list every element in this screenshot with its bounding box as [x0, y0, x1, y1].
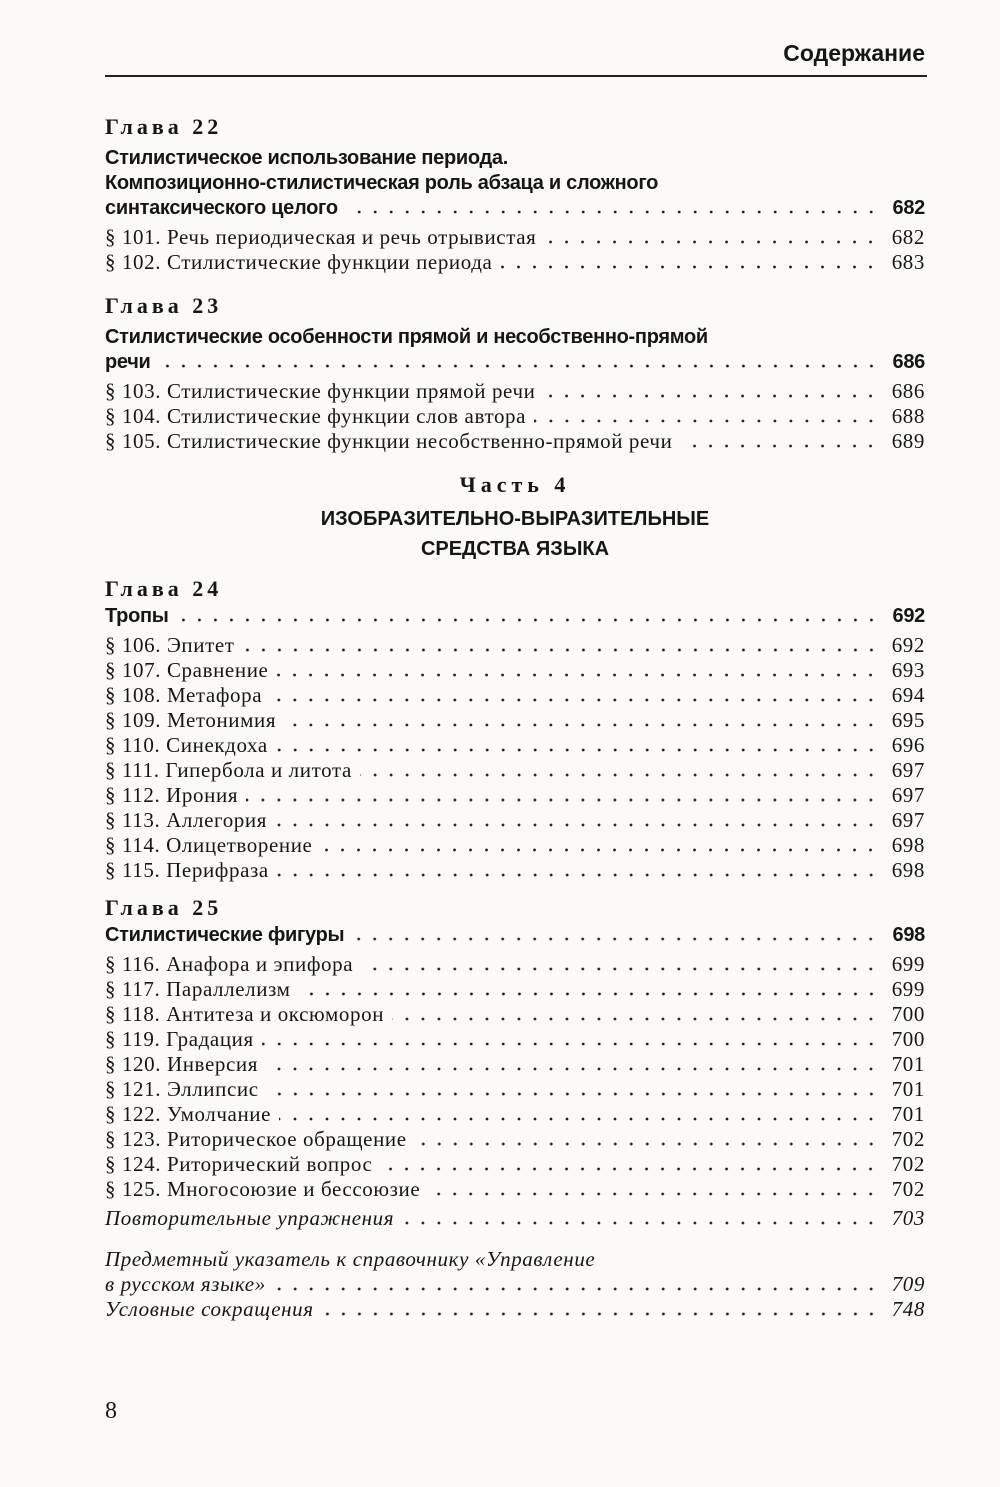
part-title-line	[105, 504, 925, 534]
entry-title: § 113. Аллегория	[105, 808, 268, 832]
entry-title: синтаксического целого	[105, 197, 338, 219]
toc-entry	[105, 858, 925, 883]
toc-entry	[105, 952, 925, 977]
chapter-label	[105, 893, 925, 923]
toc-entry	[105, 733, 925, 758]
entry-title: Условные сокращения	[105, 1297, 314, 1321]
dot-leader	[277, 873, 879, 877]
entry-title: § 125. Многосоюзие и бессоюзие	[105, 1177, 421, 1201]
entry-title: § 106. Эпитет	[105, 633, 235, 657]
chapter-label	[105, 112, 925, 142]
toc-entry	[105, 783, 925, 808]
entry-title: § 117. Параллелизм	[105, 977, 291, 1001]
toc-entry	[105, 1177, 925, 1202]
chapter-title-line	[105, 146, 925, 171]
entry-title: Повторительные упражнения	[105, 1206, 395, 1230]
dot-leader	[274, 1287, 879, 1291]
entry-title: § 108. Метафора	[105, 683, 263, 707]
toc-entry	[105, 1102, 925, 1127]
entry-page-number: 698	[892, 924, 925, 946]
entry-title: § 112. Ирония	[105, 783, 239, 807]
toc-entry	[105, 683, 925, 708]
entry-title: § 101. Речь периодическая и речь отрывистая	[105, 225, 537, 249]
page-number: 8	[105, 1398, 117, 1424]
entry-title: § 102. Стилистические функции периода	[105, 250, 493, 274]
dot-leader	[392, 1017, 879, 1021]
entry-title: § 121. Эллипсис	[105, 1077, 259, 1101]
entry-page-number: 703	[891, 1206, 925, 1230]
toc-entry	[105, 1002, 925, 1027]
entry-page-number: 748	[891, 1297, 925, 1321]
entry-page-number: 698	[891, 833, 925, 857]
chapter-label	[105, 574, 925, 604]
entry-title: § 105. Стилистические функции несобственно-прямой речи	[105, 429, 673, 453]
toc-entry	[105, 1027, 925, 1052]
entry-title: СРЕДСТВА ЯЗЫКА	[420, 538, 610, 560]
dot-leader	[243, 648, 879, 652]
entry-page-number: 697	[891, 758, 925, 782]
dot-leader	[415, 1142, 879, 1146]
chapter-title-line	[105, 171, 925, 196]
entry-title: ИЗОБРАЗИТЕЛЬНО-ВЫРАЗИТЕЛЬНЫЕ	[320, 508, 710, 530]
dot-leader	[428, 1192, 879, 1196]
dot-leader	[159, 364, 879, 368]
toc-entry	[105, 1152, 925, 1177]
entry-page-number: 702	[891, 1152, 925, 1176]
toc-entry	[105, 1052, 925, 1077]
toc-entry-italic	[105, 1297, 925, 1322]
dot-leader	[361, 967, 879, 971]
entry-title: § 114. Олицетворение	[105, 833, 313, 857]
dot-leader	[275, 823, 879, 827]
dot-leader	[543, 394, 879, 398]
entry-title: Глава 23	[105, 293, 223, 318]
toc-entry-italic	[105, 1247, 925, 1272]
entry-page-number: 698	[891, 858, 925, 882]
toc-entry	[105, 633, 925, 658]
entry-title: § 107. Сравнение	[105, 658, 269, 682]
chapter-label	[105, 291, 925, 321]
entry-title: в русском языке»	[105, 1272, 266, 1296]
dot-leader	[544, 240, 879, 244]
chapter-title-line	[105, 196, 925, 221]
entry-title: § 104. Стилистические функции слов автора	[105, 404, 527, 428]
entry-title: § 111. Гипербола и литота	[105, 758, 352, 782]
entry-title: § 103. Стилистические функции прямой речи	[105, 379, 536, 403]
entry-page-number: 695	[891, 708, 925, 732]
dot-leader	[534, 419, 879, 423]
toc-entry	[105, 1127, 925, 1152]
entry-title: § 118. Антитеза и оксюморон	[105, 1002, 385, 1026]
header-rule	[105, 75, 927, 77]
entry-title: § 123. Риторическое обращение	[105, 1127, 407, 1151]
entry-title: Глава 25	[105, 895, 223, 920]
entry-title: Стилистические особенности прямой и несобственно-прямой	[105, 326, 708, 348]
entry-page-number: 697	[891, 783, 925, 807]
entry-page-number: 694	[891, 683, 925, 707]
entry-title: § 115. Перифраза	[105, 858, 269, 882]
entry-page-number: 701	[891, 1102, 925, 1126]
entry-title: Предметный указатель к справочнику «Управление	[105, 1247, 596, 1271]
toc-entry	[105, 250, 925, 275]
dot-leader	[380, 1167, 879, 1171]
toc-entry	[105, 225, 925, 250]
entry-page-number: 693	[891, 658, 925, 682]
dot-leader	[177, 618, 879, 622]
entry-page-number: 699	[891, 977, 925, 1001]
running-head: Содержание	[783, 40, 925, 66]
dot-leader	[266, 1067, 879, 1071]
entry-page-number: 700	[891, 1002, 925, 1026]
dot-leader	[279, 1117, 879, 1121]
part-title-line	[105, 534, 925, 564]
toc-entry	[105, 833, 925, 858]
dot-leader	[276, 748, 879, 752]
entry-title: § 124. Риторический вопрос	[105, 1152, 373, 1176]
chapter-title-line	[105, 923, 925, 948]
entry-title: Глава 24	[105, 576, 223, 601]
entry-page-number: 692	[891, 633, 925, 657]
toc-entry	[105, 658, 925, 683]
entry-page-number: 692	[892, 605, 925, 627]
entry-page-number: 702	[891, 1127, 925, 1151]
chapter-title-line	[105, 325, 925, 350]
entry-title: Часть 4	[459, 472, 571, 497]
entry-page-number: 701	[891, 1077, 925, 1101]
entry-page-number: 699	[891, 952, 925, 976]
dot-leader	[246, 798, 879, 802]
entry-page-number: 686	[892, 351, 925, 373]
dot-leader	[402, 1221, 879, 1225]
dot-leader	[680, 444, 879, 448]
entry-page-number: 682	[892, 197, 925, 219]
entry-title: Стилистические фигуры	[105, 924, 345, 946]
dot-leader	[360, 773, 879, 777]
entry-page-number: 686	[891, 379, 925, 403]
dot-leader	[500, 265, 879, 269]
toc-entry	[105, 404, 925, 429]
entry-title: § 110. Синекдоха	[105, 733, 268, 757]
entry-page-number: 689	[891, 429, 925, 453]
chapter-title-line	[105, 350, 925, 375]
entry-title: Стилистическое использование периода.	[105, 147, 509, 169]
entry-title: § 122. Умолчание	[105, 1102, 272, 1126]
entry-page-number: 696	[891, 733, 925, 757]
toc-entry-italic	[105, 1272, 925, 1297]
toc-entry	[105, 758, 925, 783]
entry-title: речи	[105, 351, 151, 373]
entry-page-number: 688	[891, 404, 925, 428]
entry-title: § 120. Инверсия	[105, 1052, 258, 1076]
entry-title: § 109. Метонимия	[105, 708, 277, 732]
dot-leader	[276, 673, 879, 677]
toc-entry	[105, 808, 925, 833]
toc-entry-italic	[105, 1206, 925, 1231]
entry-page-number: 701	[891, 1052, 925, 1076]
chapter-title-line	[105, 604, 925, 629]
entry-page-number: 683	[891, 250, 925, 274]
entry-title: § 116. Анафора и эпифора	[105, 952, 354, 976]
entry-page-number: 682	[891, 225, 925, 249]
entry-page-number: 697	[891, 808, 925, 832]
part-label	[105, 470, 925, 500]
entry-page-number: 709	[891, 1272, 925, 1296]
toc-entry	[105, 977, 925, 1002]
dot-leader	[346, 210, 879, 214]
toc-entry	[105, 379, 925, 404]
entry-page-number: 702	[891, 1177, 925, 1201]
entry-title: § 119. Градация	[105, 1027, 254, 1051]
entry-title: Глава 22	[105, 114, 223, 139]
dot-leader	[299, 992, 879, 996]
dot-leader	[270, 698, 879, 702]
dot-leader	[284, 723, 879, 727]
entry-title: Тропы	[105, 605, 169, 627]
dot-leader	[262, 1042, 879, 1046]
toc-entry	[105, 708, 925, 733]
entry-title: Композиционно-стилистическая роль абзаца и сложного	[105, 172, 659, 194]
dot-leader	[320, 848, 879, 852]
entry-page-number: 700	[891, 1027, 925, 1051]
dot-leader	[352, 937, 879, 941]
table-of-contents	[105, 112, 925, 1322]
toc-entry	[105, 429, 925, 454]
toc-entry	[105, 1077, 925, 1102]
dot-leader	[267, 1092, 879, 1096]
dot-leader	[322, 1312, 879, 1316]
